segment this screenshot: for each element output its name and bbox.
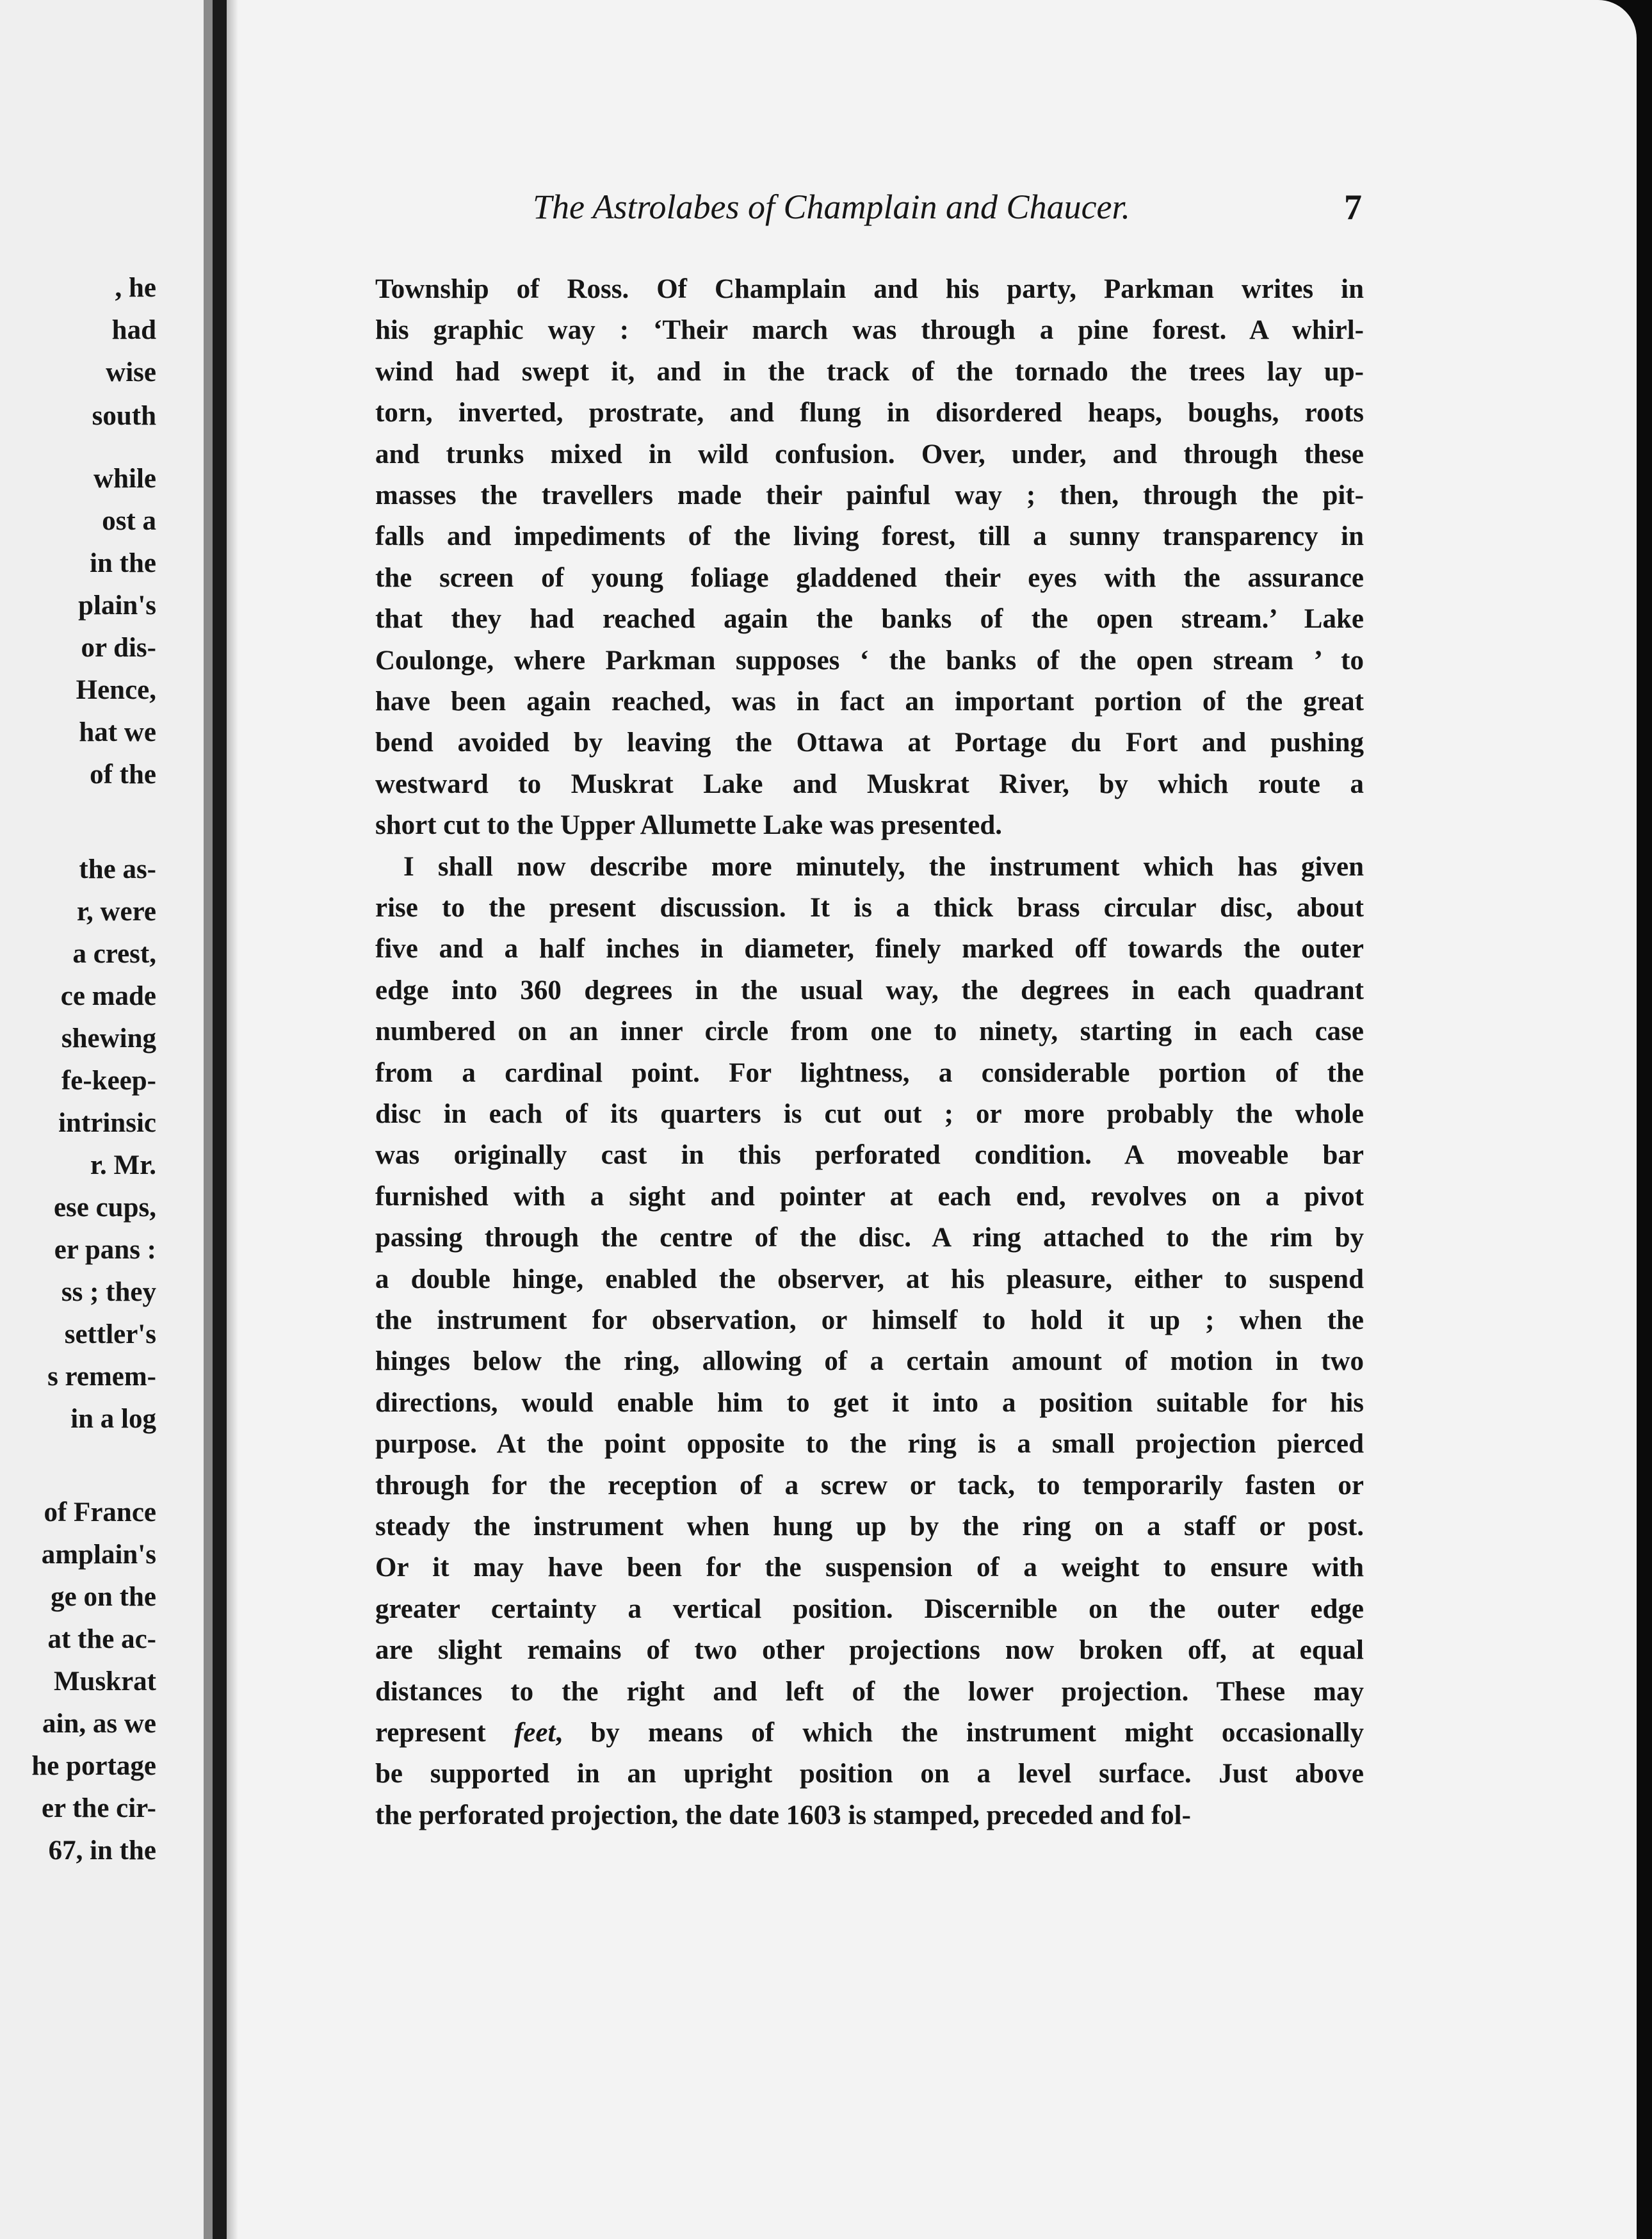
body-text-line: Or it may have been for the suspension of a weight to ensure with	[375, 1552, 1364, 1583]
body-text-line: edge into 360 degrees in the usual way, the degrees in each quadrant	[375, 975, 1364, 1006]
left-page-line: r, were	[76, 897, 156, 927]
body-text-line: Township of Ross. Of Champlain and his party, Parkman writes in	[375, 274, 1364, 304]
body-text-line: distances to the right and left of the lower projection. These may	[375, 1677, 1364, 1707]
spine-shadow	[204, 0, 213, 2239]
left-page-line: 67, in the	[48, 1836, 156, 1866]
body-text-line: directions, would enable him to get it into a position suitable for his	[375, 1388, 1364, 1418]
left-page-line: ese cups,	[53, 1193, 156, 1223]
left-page-line: at the ac-	[47, 1624, 156, 1654]
body-text-line: disc in each of its quarters is cut out ; or more probably the whole	[375, 1099, 1364, 1129]
left-page-line: of France	[44, 1497, 156, 1527]
body-text-line: hinges below the ring, allowing of a certain amount of motion in two	[375, 1346, 1364, 1376]
left-page-line: in a log	[70, 1404, 156, 1434]
left-page-line: plain's	[78, 590, 156, 621]
left-page-line: fe-keep-	[61, 1066, 156, 1096]
body-text-line: greater certainty a vertical position. Discernible on the outer edge	[375, 1594, 1364, 1624]
left-page-line: ain, as we	[42, 1709, 156, 1739]
body-text-line: masses the travellers made their painful way ; then, through the pit-	[375, 480, 1364, 510]
body-text-line: I shall now describe more minutely, the instrument which has given	[403, 852, 1364, 882]
book-gutter	[213, 0, 227, 2239]
body-text-line: have been again reached, was in fact an important portion of the great	[375, 687, 1364, 717]
body-text-line: the screen of young foliage gladdened their eyes with the assurance	[375, 563, 1364, 593]
body-text-line: Coulonge, where Parkman supposes ‘ the banks of the open stream ’ to	[375, 646, 1364, 676]
left-page-line: ge on the	[51, 1582, 156, 1612]
left-page-line: r. Mr.	[90, 1150, 156, 1180]
left-page-line: er the cir-	[41, 1793, 156, 1823]
left-page-line: settler's	[64, 1319, 156, 1349]
body-text-line: are slight remains of two other projections now broken off, at equal	[375, 1635, 1364, 1665]
left-page-line: shewing	[61, 1023, 156, 1054]
left-page-line: the as-	[79, 854, 156, 884]
body-text-line: passing through the centre of the disc. A ring attached to the rim by	[375, 1223, 1364, 1253]
left-page-line: s remem-	[47, 1362, 156, 1392]
body-text-line: numbered on an inner circle from one to ninety, starting in each case	[375, 1016, 1364, 1046]
body-text-line: steady the instrument when hung up by the ring on a staff or post.	[375, 1511, 1364, 1542]
page-right	[227, 0, 1637, 2239]
left-page-line: wise	[106, 357, 156, 387]
body-text-line: the instrument for observation, or himself to hold it up ; when the	[375, 1305, 1364, 1335]
page-edge-shadow	[227, 0, 238, 2239]
body-text-line: and trunks mixed in wild confusion. Over, under, and through these	[375, 439, 1364, 469]
left-page-line: ost a	[102, 506, 156, 536]
left-page-line: intrinsic	[58, 1108, 156, 1138]
left-page-line: Muskrat	[53, 1666, 156, 1697]
left-page-line: or dis-	[81, 633, 156, 663]
body-text-line: five and a half inches in diameter, finely marked off towards the outer	[375, 934, 1364, 964]
page-number: 7	[1344, 188, 1362, 227]
left-page-line: in the	[90, 548, 156, 578]
facing-page-left	[0, 0, 213, 2239]
body-text-line: that they had reached again the banks of the open stream.’ Lake	[375, 604, 1364, 634]
left-page-line: a crest,	[72, 939, 156, 969]
left-page-line: , he	[115, 273, 156, 303]
body-text-line: through for the reception of a screw or tack, to temporarily fasten or	[375, 1470, 1364, 1501]
left-page-line: amplain's	[41, 1540, 156, 1570]
left-page-line: ce made	[60, 981, 156, 1011]
left-page-line: hat we	[79, 717, 156, 747]
left-page-line: had	[111, 315, 156, 345]
left-page-line: of the	[90, 760, 156, 790]
left-page-line: he portage	[31, 1751, 156, 1781]
body-text-line: was originally cast in this perforated condition. A moveable bar	[375, 1140, 1364, 1170]
body-text-line: torn, inverted, prostrate, and flung in disordered heaps, boughs, roots	[375, 398, 1364, 428]
body-text-line: wind had swept it, and in the track of the tornado the trees lay up-	[375, 357, 1364, 387]
body-text-line: bend avoided by leaving the Ottawa at Portage du Fort and pushing	[375, 728, 1364, 758]
left-page-line: while	[93, 464, 156, 494]
body-text-line: rise to the present discussion. It is a thick brass circular disc, about	[375, 893, 1364, 923]
body-text-line: a double hinge, enabled the observer, at his pleasure, either to suspend	[375, 1264, 1364, 1294]
body-text-line: westward to Muskrat Lake and Muskrat River, by which route a	[375, 769, 1364, 799]
body-text-line: from a cardinal point. For lightness, a considerable portion of the	[375, 1058, 1364, 1088]
body-text-line: his graphic way : ‘Their march was through a pine forest. A whirl-	[375, 315, 1364, 345]
left-page-line: south	[92, 401, 156, 431]
body-text-line: purpose. At the point opposite to the ring is a small projection pierced	[375, 1429, 1364, 1459]
body-text-line: be supported in an upright position on a level surface. Just above	[375, 1759, 1364, 1789]
body-text-line: represent feet, by means of which the instrument might occasionally	[375, 1718, 1365, 1748]
body-text-line: the perforated projection, the date 1603 is stamped, preceded and fol-	[375, 1800, 1191, 1830]
left-page-line: Hence,	[76, 675, 156, 705]
body-text-line: furnished with a sight and pointer at each end, revolves on a pivot	[375, 1182, 1364, 1212]
running-head: The Astrolabes of Champlain and Chaucer.	[533, 188, 1131, 226]
body-text-line: short cut to the Upper Allumette Lake was presented.	[375, 810, 1002, 840]
body-text-line: falls and impediments of the living forest, till a sunny transparency in	[375, 521, 1364, 551]
left-page-line: ss ; they	[61, 1277, 156, 1307]
left-page-line: er pans :	[54, 1235, 156, 1265]
